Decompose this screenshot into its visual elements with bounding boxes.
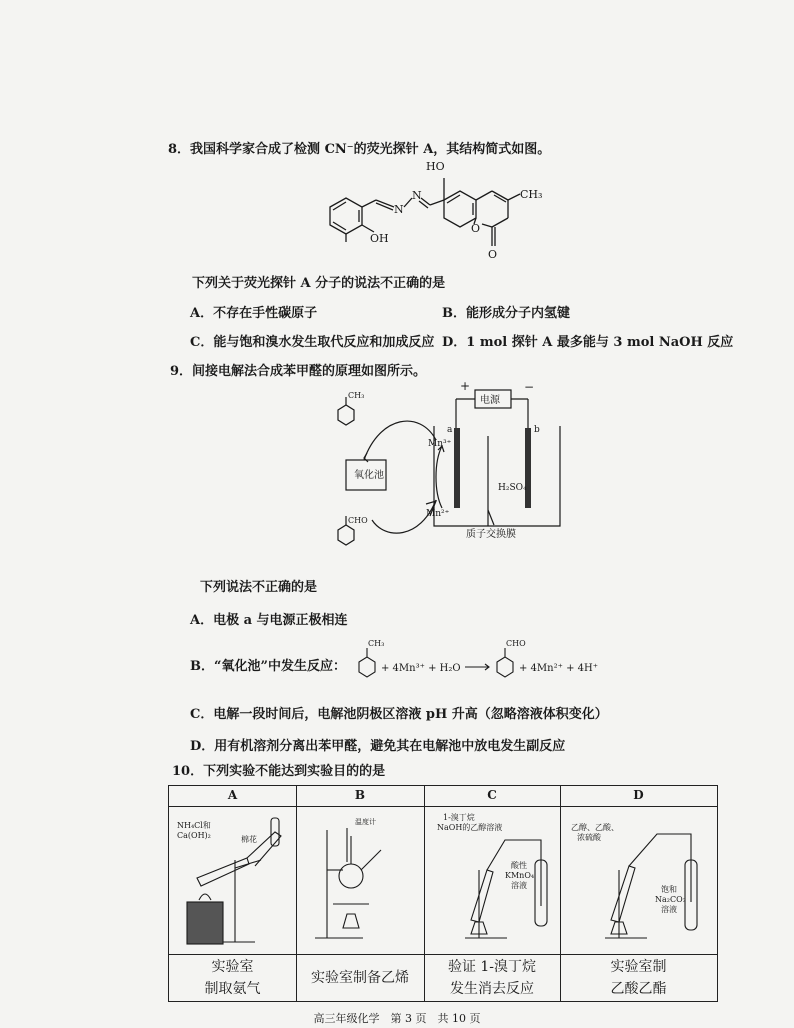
benzaldehyde-cho-label: CHO	[348, 516, 368, 525]
mn3-label: Mn³⁺	[428, 439, 452, 449]
electrode-a	[454, 428, 460, 508]
reaction-rhs: + 4Mn²⁺ + 4H⁺	[519, 663, 598, 674]
apparatus-b	[303, 810, 421, 952]
q9-option-c: C．电解一段时间后，电解池阴极区溶液 pH 升高（忽略溶液体积变化）	[190, 707, 608, 722]
col-a-caption: 实验室 制取氨气	[204, 959, 261, 997]
reaction-cho-label: CHO	[506, 639, 526, 648]
d-label-5: 溶液	[661, 905, 677, 914]
q10-experiment-table	[168, 785, 718, 1002]
q8-option-a: A．不存在手性碳原子	[190, 306, 318, 321]
electrode-a-label: a	[447, 425, 453, 435]
col-d-caption: 实验室制 乙酸乙酯	[610, 959, 667, 997]
reaction-lhs: + 4Mn³⁺ + H₂O	[381, 663, 461, 674]
a-label-1: NH₄Cl和	[177, 821, 211, 830]
reaction-ch3-label: CH₃	[368, 639, 385, 648]
q9-option-a: A．电极 a 与电源正极相连	[190, 613, 348, 628]
q8-stem: 8．我国科学家合成了检测 CN⁻的荧光探针 A，其结构简式如图。	[168, 142, 551, 157]
a-label-3: 棉花	[241, 835, 257, 844]
q8-sub: 下列关于荧光探针 A 分子的说法不正确的是	[192, 276, 446, 291]
benzaldehyde-ring	[338, 525, 354, 545]
apparatus-d	[567, 810, 713, 952]
toluene-ch3-label: CH₃	[348, 391, 365, 400]
q9-option-b-reaction	[355, 636, 615, 684]
o-ring-label: O	[471, 222, 481, 235]
col-a-head: A	[227, 788, 238, 802]
membrane-label: 质子交换膜	[466, 529, 516, 540]
q9-option-d: D．用有机溶剂分离出苯甲醛，避免其在电解池中放电发生副反应	[190, 739, 566, 754]
c-label-4: KMnO₄	[505, 871, 535, 880]
n1-label: N	[394, 203, 404, 216]
ho-label: HO	[426, 160, 445, 173]
col-b-caption: 实验室制备乙烯	[311, 970, 409, 986]
q9-sub: 下列说法不正确的是	[200, 580, 318, 595]
b-label-1: 温度计	[355, 818, 376, 826]
a-label-2: Ca(OH)₂	[177, 831, 211, 840]
q8-option-c: C．能与饱和溴水发生取代反应和加成反应	[190, 335, 435, 350]
apparatus-a	[175, 810, 293, 952]
c-label-5: 溶液	[511, 881, 527, 890]
plus-sign: +	[460, 380, 471, 393]
o-carbonyl-label: O	[488, 248, 498, 261]
ch3-label: CH₃	[520, 188, 543, 201]
oxidation-pool-label: 氧化池	[354, 470, 384, 481]
d-label-3: 饱和	[661, 885, 677, 894]
q10-stem: 10．下列实验不能达到实验目的的是	[172, 764, 386, 779]
electrode-b-label: b	[534, 425, 540, 435]
col-d-head: D	[633, 788, 644, 802]
toluene-ring	[338, 405, 354, 425]
electrolytic-cell	[434, 426, 560, 526]
n2-label: N	[412, 189, 422, 202]
c-label-2: NaOH的乙醇溶液	[437, 823, 503, 832]
h2so4-label: H₂SO₄	[498, 483, 527, 493]
oh-label: OH	[370, 232, 389, 245]
q8-option-b: B．能形成分子内氢键	[442, 306, 570, 321]
d-label-2: 浓硫酸	[577, 833, 601, 842]
mn2-label: Mn²⁺	[426, 509, 450, 519]
d-label-4: Na₂CO₃	[655, 895, 686, 904]
col-c-head: C	[487, 788, 497, 802]
apparatus-c	[431, 810, 557, 952]
minus-sign: −	[524, 380, 535, 394]
col-c-caption: 验证 1-溴丁烷 发生消去反应	[447, 959, 537, 997]
q9-option-b-prefix: B．“氧化池”中发生反应：	[190, 659, 346, 674]
q9-electrolysis-diagram	[330, 380, 570, 558]
power-source-label: 电源	[480, 395, 500, 406]
left-benzene-ring	[330, 198, 362, 234]
col-b-head: B	[354, 788, 366, 802]
q9-stem: 9．间接电解法合成苯甲醛的原理如图所示。	[170, 364, 427, 379]
c-label-1: 1-溴丁烷	[443, 813, 475, 822]
c-label-3: 酸性	[511, 861, 527, 870]
electrode-b	[525, 428, 531, 508]
page-footer: 高三年级化学 第 3 页 共 10 页	[313, 1012, 481, 1025]
d-label-1: 乙醇、乙酸、	[571, 823, 619, 832]
q8-structure-diagram	[318, 152, 548, 264]
q8-option-d: D．1 mol 探针 A 最多能与 3 mol NaOH 反应	[442, 335, 734, 350]
